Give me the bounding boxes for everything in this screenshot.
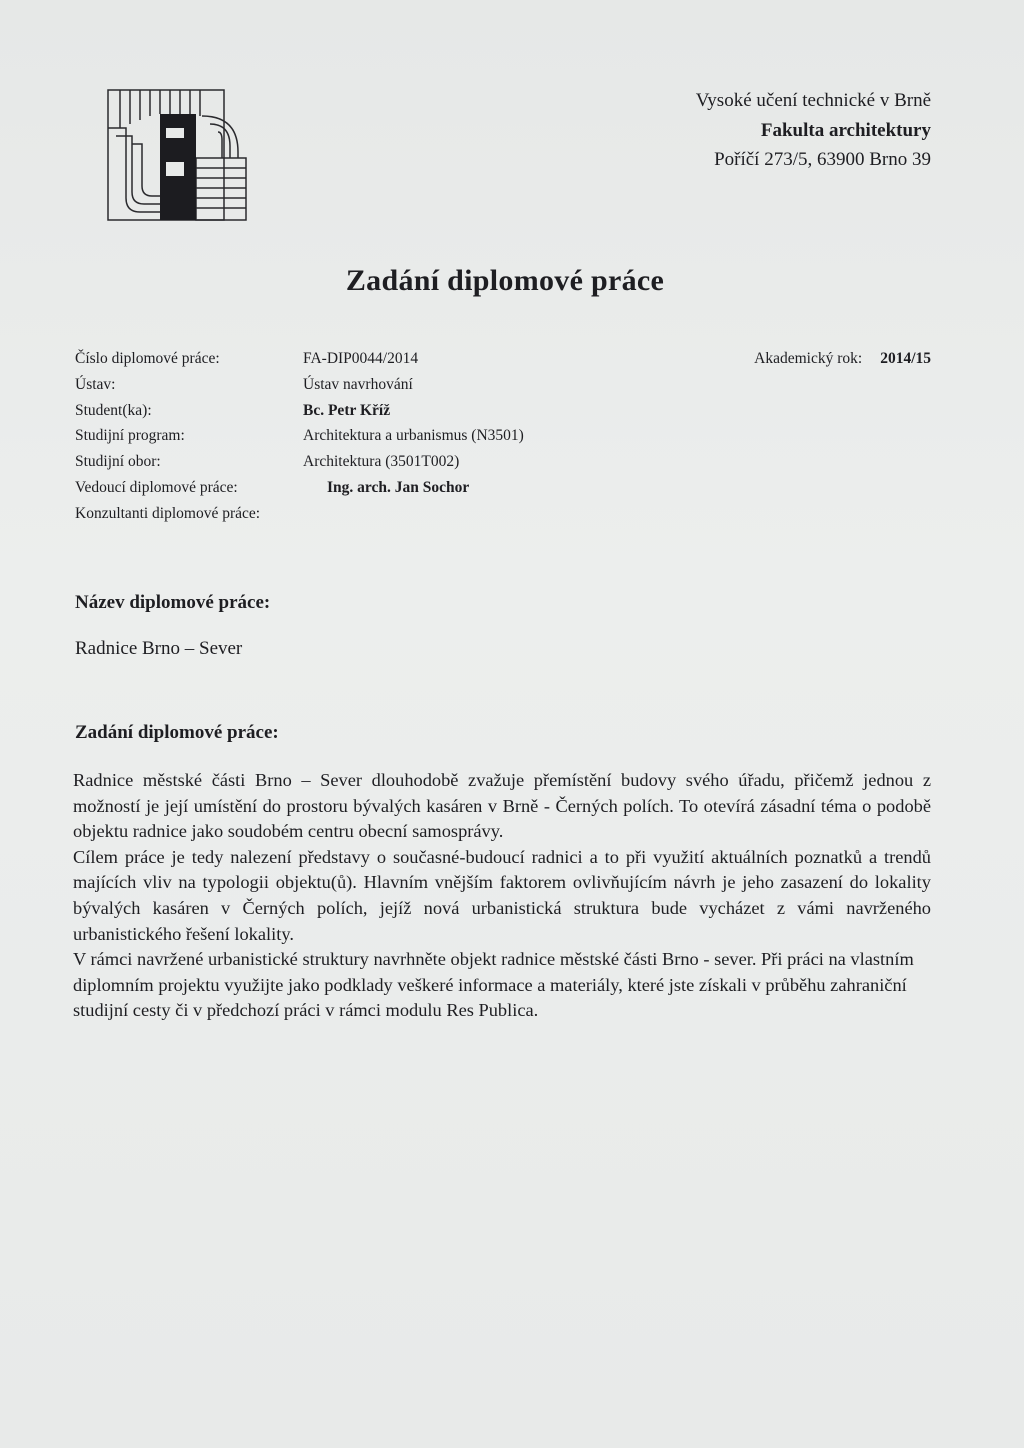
university-name: Vysoké učení technické v Brně	[695, 90, 931, 111]
thesis-name: Radnice Brno – Sever	[75, 638, 243, 659]
faculty-address: Poříčí 273/5, 63900 Brno 39	[714, 149, 931, 170]
assignment-heading: Zadání diplomové práce:	[75, 722, 279, 743]
meta-value: Architektura (3501T002)	[303, 453, 460, 471]
meta-value: FA-DIP0044/2014	[303, 350, 419, 367]
meta-row-consultants	[75, 501, 524, 527]
meta-label: Ústav:	[75, 375, 116, 393]
academic-year-label: Akademický rok:	[754, 350, 863, 367]
meta-label: Číslo diplomové práce:	[75, 350, 220, 367]
assignment-paragraph: Radnice městské části Brno – Sever dlouhodobě zvažuje přemístění budovy svého úřadu, přičemž jednou z možností je její umístění do prostoru bývalých kasáren v Brně - Černých polích. To otevírá zásadní téma o podobě objektu radnice jako soudobém centru obecní samosprávy.	[73, 770, 931, 842]
thesis-name-heading: Název diplomové práce:	[75, 592, 271, 613]
assignment-paragraph: Cílem práce je tedy nalezení představy o současné-budoucí radnici a to při využití aktuálních poznatků a trendů majících vliv na typologii objektu(ů). Hlavním vnějším faktorem ovlivňujícím návrh je jeho zasazení do lokality bývalých kasáren v Černých polích, jejíž nová urbanistická struktura bude vycházet z vámi navrženého urbanistického řešení lokality.	[73, 846, 931, 944]
meta-row-supervisor	[75, 475, 524, 501]
academic-year	[754, 346, 931, 372]
meta-row-program	[75, 423, 524, 449]
meta-row-student	[75, 398, 524, 424]
academic-year-value: 2014/15	[880, 350, 931, 367]
meta-value: Bc. Petr Kříž	[303, 401, 391, 419]
meta-value: Architektura a urbanismus (N3501)	[303, 427, 524, 445]
metadata-table	[75, 346, 524, 527]
meta-label: Studijní program:	[75, 427, 185, 445]
meta-row-institute	[75, 372, 524, 398]
meta-row-field	[75, 449, 524, 475]
meta-value: Ing. arch. Jan Sochor	[327, 478, 470, 496]
faculty-name: Fakulta architektury	[760, 119, 931, 141]
assignment-paragraph: V rámci navržené urbanistické struktury navrhněte objekt radnice městské části Brno - sever. Při práci na vlastním diplomním projektu využijte jako podklady veškeré informace a materiály, které jste získali v průběhu zahraniční studijní cesty či v předchozí práci v rámci modulu Res Publica.	[73, 949, 914, 1021]
faculty-logo	[106, 88, 248, 224]
meta-label: Konzultanti diplomové práce:	[75, 504, 261, 522]
page-title: Zadání diplomové práce	[345, 264, 665, 297]
meta-value: Ústav navrhování	[303, 375, 413, 393]
meta-label: Vedoucí diplomové práce:	[75, 478, 238, 496]
meta-label: Student(ka):	[75, 401, 152, 419]
meta-label: Studijní obor:	[75, 453, 161, 471]
meta-row-thesis-number	[75, 346, 524, 372]
assignment-text	[73, 768, 931, 1024]
header-block	[696, 86, 931, 175]
